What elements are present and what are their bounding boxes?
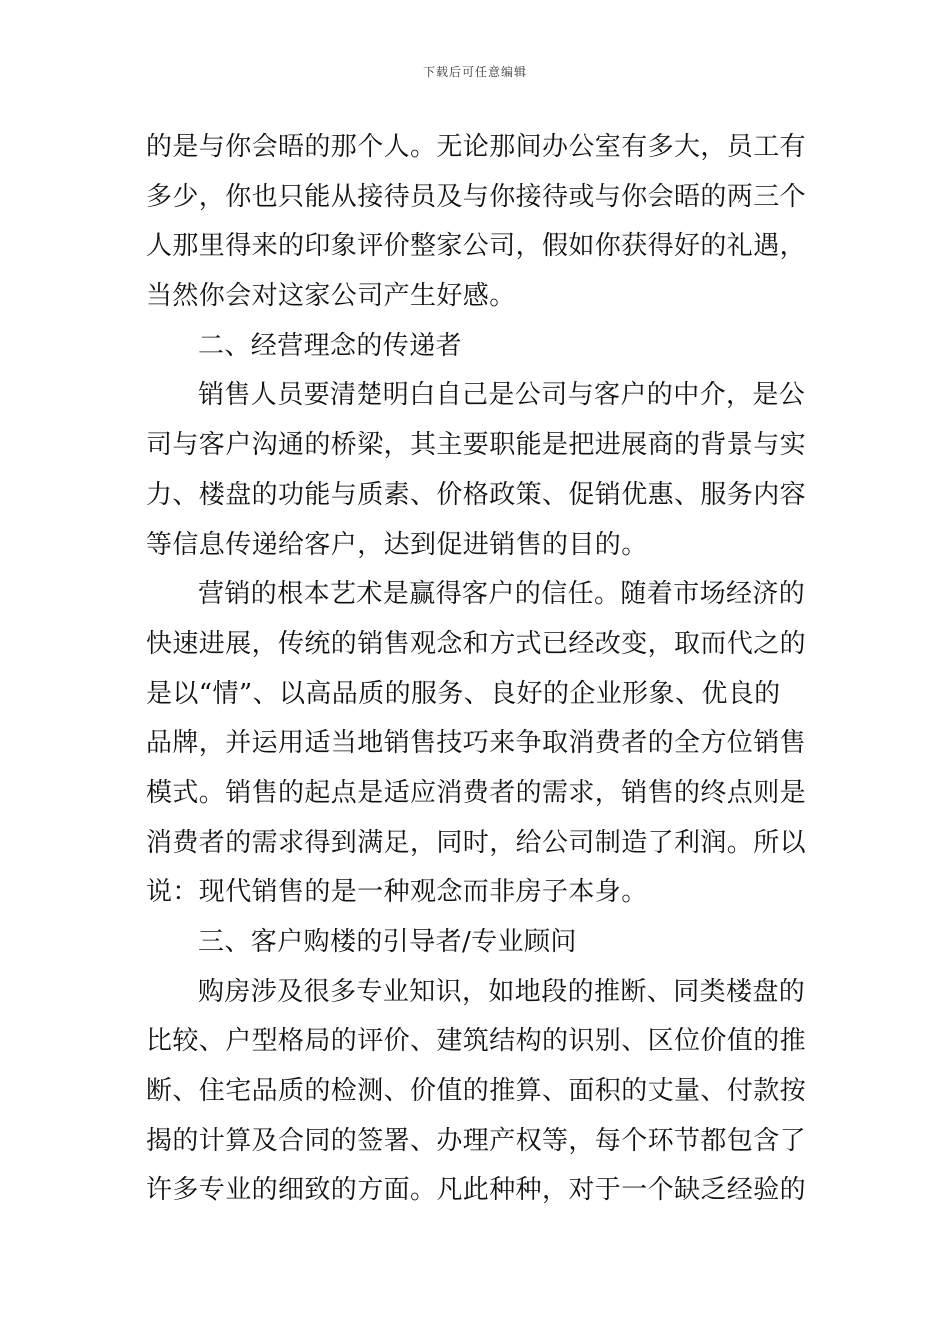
text-line: 断、住宅品质的检测、价值的推算、面积的丈量、付款按 — [146, 1076, 807, 1107]
paragraph-start: 销售人员要清楚明白自己是公司与客户的中介，是公 — [198, 380, 806, 411]
text-line: 的是与你会晤的那个人。无论那间办公室有多大，员工有 — [146, 132, 807, 162]
paragraph-start: 购房涉及很多专业知识，如地段的推断、同类楼盘的 — [198, 976, 806, 1007]
text-line: 说：现代销售的是一种观念而非房子本身。 — [146, 877, 648, 908]
text-line: 是以“情”、以高品质的服务、良好的企业形象、优良的 — [146, 678, 781, 709]
text-line: 品牌，并运用适当地销售技巧来争取消费者的全方位销售 — [146, 728, 807, 759]
page-header: 下载后可任意编辑 — [422, 65, 527, 79]
document-body — [146, 123, 806, 1216]
text-line: 模式。销售的起点是适应消费者的需求，销售的终点则是 — [146, 777, 807, 808]
text-line: 消费者的需求得到满足，同时，给公司制造了利润。所以 — [146, 827, 807, 858]
section-heading: 三、客户购楼的引导者/专业顾问 — [198, 927, 577, 957]
text-line: 多少，你也只能从接待员及与你接待或与你会晤的两三个 — [146, 181, 807, 212]
text-line: 当然你会对这家公司产生好感。 — [146, 281, 516, 312]
section-heading: 二、经营理念的传递者 — [198, 330, 463, 361]
text-line: 快速进展，传统的销售观念和方式已经改变，取而代之的 — [146, 628, 807, 659]
paragraph-start: 营销的根本艺术是赢得客户的信任。随着市场经济的 — [198, 579, 806, 610]
text-line: 等信息传递给客户，达到促进销售的目的。 — [146, 529, 648, 560]
text-line: 人那里得来的印象评价整家公司，假如你获得好的礼遇， — [146, 231, 807, 262]
text-line: 司与客户沟通的桥梁，其主要职能是把进展商的背景与实 — [146, 430, 807, 461]
text-line: 揭的计算及合同的签署、办理产权等，每个环节都包含了 — [146, 1125, 807, 1156]
text-line: 比较、户型格局的评价、建筑结构的识别、区位价值的推 — [146, 1026, 807, 1057]
text-line: 力、楼盘的功能与质素、价格政策、促销优惠、服务内容 — [146, 479, 807, 510]
text-line: 许多专业的细致的方面。凡此种种，对于一个缺乏经验的 — [146, 1175, 807, 1206]
